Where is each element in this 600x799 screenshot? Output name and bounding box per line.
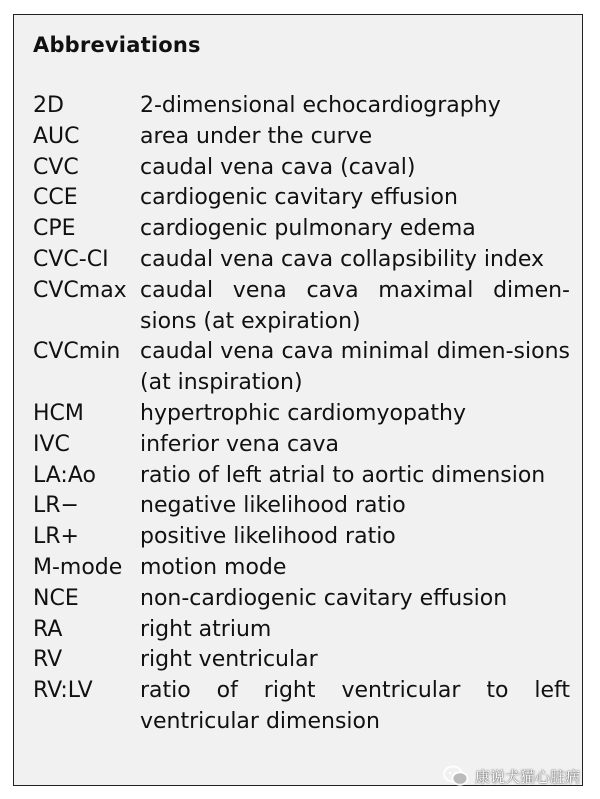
abbreviation-definition: cardiogenic pulmonary edema [140, 216, 476, 242]
wechat-icon [443, 765, 469, 787]
list-item [33, 122, 570, 153]
abbreviation-term: RV [33, 647, 63, 673]
abbreviation-definition: caudal vena cava minimal dimen-sions (at inspiration) [140, 339, 570, 396]
list-item [33, 615, 570, 646]
list-item [33, 491, 570, 522]
list-item [33, 430, 570, 461]
abbreviation-definition: positive likelihood ratio [140, 524, 396, 550]
abbreviation-definition: right atrium [140, 616, 272, 642]
abbreviation-definition: caudal vena cava collapsibility index [140, 246, 545, 272]
list-item [33, 461, 570, 492]
list-item [33, 337, 570, 399]
abbreviation-definition: non-cardiogenic cavitary effusion [140, 585, 508, 611]
list-item [33, 645, 570, 676]
abbreviation-term: HCM [33, 400, 84, 426]
list-item [33, 553, 570, 584]
abbreviation-term: LA:Ao [33, 462, 96, 488]
list-item [33, 245, 570, 276]
abbreviation-term: CVC-CI [33, 246, 109, 272]
abbreviation-definition: cardiogenic cavitary effusion [140, 185, 458, 211]
abbreviations-title: Abbreviations [33, 33, 201, 57]
abbreviation-term: AUC [33, 123, 80, 149]
abbreviation-term: RV:LV [33, 678, 93, 704]
abbreviation-term: RA [33, 616, 63, 642]
list-item [33, 91, 570, 122]
abbreviations-list [33, 91, 570, 738]
abbreviation-definition: inferior vena cava [140, 431, 340, 457]
watermark [443, 765, 580, 787]
abbreviation-term: CVCmin [33, 339, 121, 365]
abbreviation-definition: caudal vena cava maximal dimen-sions (at expiration) [140, 277, 570, 334]
list-item [33, 399, 570, 430]
list-item [33, 183, 570, 214]
abbreviation-term: LR+ [33, 524, 79, 550]
abbreviation-term: IVC [33, 431, 70, 457]
watermark-text: 康说犬猫心脏病 [474, 767, 580, 786]
abbreviation-term: CVCmax [33, 277, 127, 303]
list-item [33, 214, 570, 245]
abbreviation-definition: ratio of right ventricular to left ventricular dimension [140, 678, 570, 734]
list-item [33, 153, 570, 184]
abbreviation-definition: right ventricular [140, 647, 318, 673]
abbreviation-definition: area under the curve [140, 123, 373, 149]
abbreviation-term: M-mode [33, 554, 123, 580]
abbreviation-term: CVC [33, 154, 79, 180]
abbreviation-term: CCE [33, 185, 78, 211]
abbreviation-term: 2D [33, 93, 64, 118]
abbreviation-definition: negative likelihood ratio [140, 493, 406, 519]
list-item [33, 676, 570, 738]
list-item [33, 276, 570, 338]
abbreviation-term: CPE [33, 216, 76, 242]
abbreviations-box [13, 14, 583, 786]
abbreviation-definition: ratio of left atrial to aortic dimension [140, 462, 546, 488]
abbreviation-definition: caudal vena cava (caval) [140, 154, 416, 180]
list-item [33, 522, 570, 553]
abbreviation-definition: motion mode [140, 554, 287, 580]
abbreviation-term: NCE [33, 585, 79, 611]
list-item [33, 584, 570, 615]
abbreviation-term: LR− [33, 493, 79, 519]
abbreviation-definition: hypertrophic cardiomyopathy [140, 400, 466, 426]
abbreviation-definition: 2-dimensional echocardiography [140, 93, 501, 118]
